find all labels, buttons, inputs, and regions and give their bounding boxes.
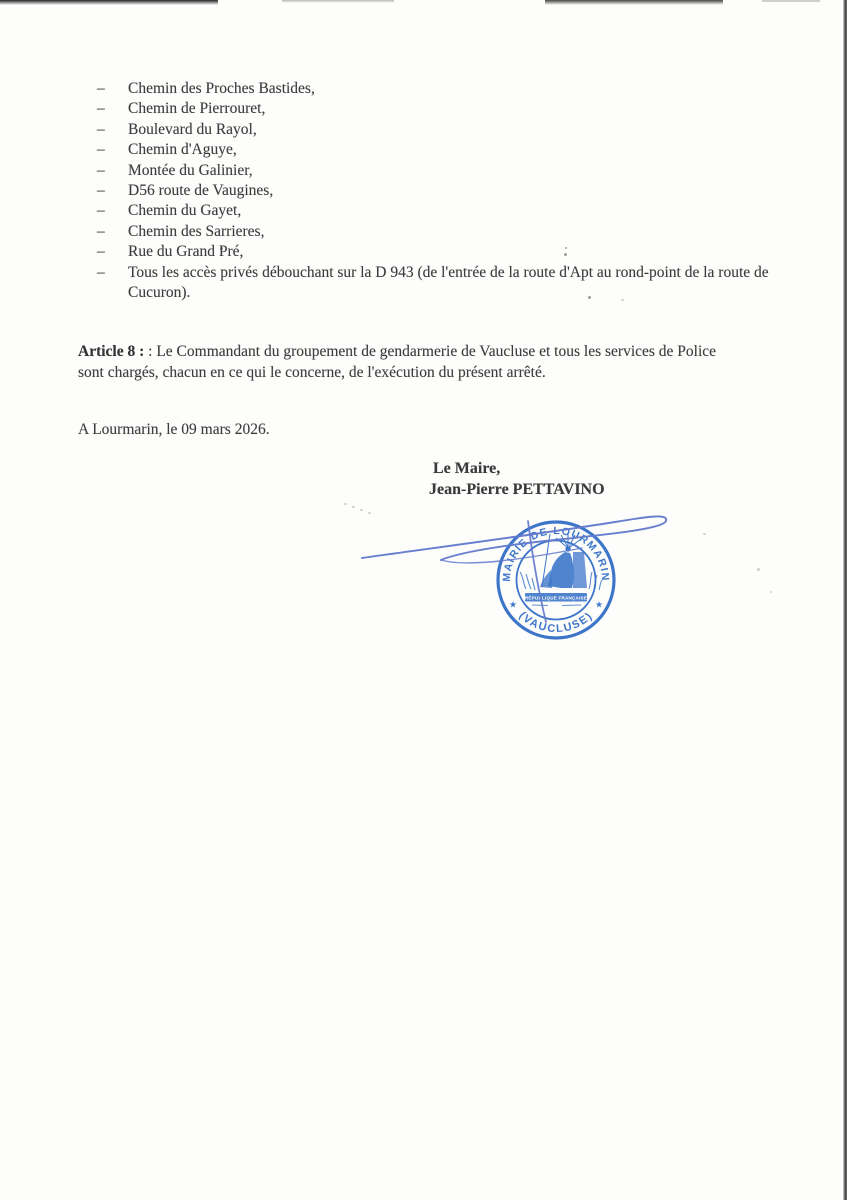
mayor-title: Le Maire, xyxy=(433,460,501,477)
list-dash: – xyxy=(97,243,105,261)
list-dash: – xyxy=(97,263,105,281)
list-item-text: Chemin du Gayet, xyxy=(128,202,242,220)
signature-and-stamp-layer xyxy=(0,490,848,710)
dateline: A Lourmarin, le 09 mars 2026. xyxy=(78,421,270,438)
list-item-text: D56 route de Vaugines, xyxy=(128,182,274,200)
list-dash: – xyxy=(97,161,105,179)
stamp-banner-text: RÉPUBLIQUE FRANÇAISE xyxy=(524,595,588,601)
list-item-text: Montée du Galinier, xyxy=(128,161,253,179)
list-item-text: Chemin des Proches Bastides, xyxy=(128,80,315,97)
list-item-text: Rue du Grand Pré, xyxy=(128,243,244,261)
list-item-text: Chemin de Pierrouret, xyxy=(128,100,266,118)
list-item xyxy=(97,222,787,242)
list-dash: – xyxy=(97,222,105,240)
list-item-text: Tous les accès privés débouchant sur la D 943 (de l'entrée de la route d'Apt au rond-point de la route de Cucuron). xyxy=(128,263,769,302)
mayor-name: Jean-Pierre PETTAVINO xyxy=(429,481,605,498)
list-item xyxy=(97,181,787,201)
list-item-text: Chemin des Sarrieres, xyxy=(128,222,265,240)
list-dash: – xyxy=(97,120,105,138)
list-item xyxy=(97,161,787,181)
stamp-arc-bottom-text: (VAUCLUSE) xyxy=(516,609,596,636)
list-dash: – xyxy=(97,141,105,159)
scan-artifact-top-edge xyxy=(0,0,218,5)
article-8-body: : Le Commandant du groupement de gendarmerie de Vaucluse et tous les services de Police sont chargés, chacun en ce qui le concerne, de l'exécution du présent arrêté. xyxy=(78,343,717,381)
list-dash: – xyxy=(97,100,105,118)
list-item xyxy=(97,140,787,160)
article-8-label: Article 8 : xyxy=(78,343,145,360)
list-item xyxy=(97,242,787,262)
list-item xyxy=(97,99,787,119)
list-dash: – xyxy=(97,202,105,220)
list-item-text: Boulevard du Rayol, xyxy=(128,120,257,138)
scan-artifact-top-edge xyxy=(762,0,820,2)
list-dash: – xyxy=(97,80,105,97)
stamp-arc-top-text: MAIRIE DE LOURMARIN xyxy=(500,524,612,583)
star-icon: ★ xyxy=(594,599,604,610)
article-8-paragraph xyxy=(78,341,736,383)
star-icon: ★ xyxy=(508,599,518,610)
list-item xyxy=(97,79,787,99)
list-item xyxy=(97,263,787,304)
scan-artifact-top-edge xyxy=(282,0,394,3)
list-item xyxy=(97,120,787,140)
list-item-text: Chemin d'Aguye, xyxy=(128,141,237,159)
scan-artifact-top-edge xyxy=(545,0,723,5)
list-item xyxy=(97,201,787,221)
list-dash: – xyxy=(97,182,105,200)
street-list xyxy=(97,79,787,303)
